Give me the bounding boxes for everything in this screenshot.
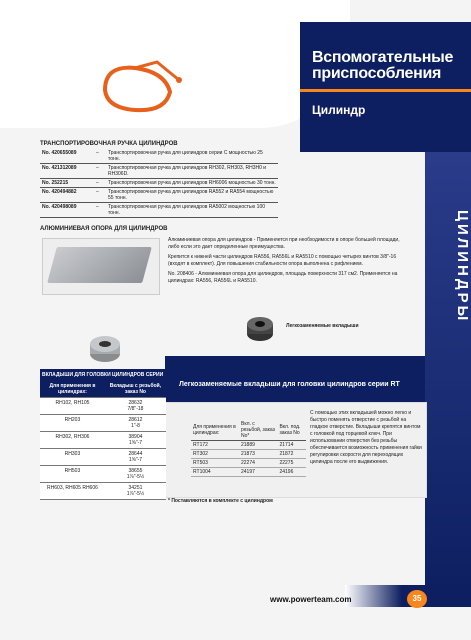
side-tab-label: ЦИЛИНДРЫ [454,210,471,324]
table-row [40,188,278,203]
part-number: 28612 [128,417,143,423]
alu-paragraph-2: Крепится к нижней части цилиндров RA556, RA556L и RA5510 с помощью четырех винтов 3/8"-16 (входят в комплект). Для повышения стабильности опора выполнена с рифлением. [168,254,397,267]
page-title: Вспомогательные приспособления [312,49,454,82]
part-number: No. 420498089 [40,203,94,218]
table-row [40,432,166,449]
column-header: Вкл. под. заказ No [277,420,306,441]
part-number: No. 420494882 [40,188,94,203]
alu-description [168,237,408,288]
table-row [40,449,166,466]
table-row [40,164,278,179]
table-row [40,398,166,415]
table-row [40,483,166,500]
website-url[interactable]: www.powerteam.com [270,595,352,604]
thread-size: 1⅞"-5½ [126,474,145,480]
column-header: Для применения в цилиндрах: [40,381,105,398]
table-row [40,415,166,432]
part-description: Транспортировочная ручка для цилиндров RH6006 мощностью 30 тонн. [106,179,278,188]
threaded-part-number: 21889 [239,441,277,450]
part-cell [105,483,166,500]
part-number: 28632 [128,400,143,406]
table-row [191,441,306,450]
cushion-ring-icon [245,316,275,342]
table-row [191,450,306,459]
part-cell [105,398,166,415]
part-number: 38904 [128,434,143,440]
rt-panel-header [165,356,425,402]
column-header: Вкладыш с резьбой, заказ No [105,381,166,398]
part-number: 38655 [128,468,143,474]
alu-paragraph-3: No. 208406 - Алюминиевая опора для цилиндров, площадь поверхности 317 см2. Применяется на цилиндрах: RA556, RA556L и RA5510. [168,271,398,284]
header-panel [300,22,471,152]
cylinder-model: RH303 [40,449,105,466]
column-header: Для применения в цилиндрах: [191,420,239,441]
alu-section-title: АЛЮМИНИЕВАЯ ОПОРА ДЛЯ ЦИЛИНДРОВ [40,226,168,232]
threaded-part-number: 24197 [239,468,277,477]
column-header: Вкл. с резьбой, заказ No* [239,420,277,441]
part-description: Транспортировочная ручка для цилиндров RH302, RH303, RH3H0 и RH306D. [106,164,278,179]
cylinder-model: RT302 [191,450,239,459]
thread-size: 1⅞"-5½ [126,491,145,497]
thread-size: 1"-8 [130,423,140,429]
part-cell [105,449,166,466]
cylinder-model: RH203 [40,415,105,432]
page-number: 35 [407,590,427,608]
cylinder-model: RT503 [191,459,239,468]
part-description: Транспортировочная ручка для цилиндров RA552 и RA554 мощностью 55 тонн. [106,188,278,203]
cushion-icon-label: Легкозаменяемые вкладыши [286,323,359,329]
table-row [40,466,166,483]
dash: – [94,164,106,179]
part-cell [105,415,166,432]
plain-part-number: 24196 [277,468,306,477]
rt-description: С помощью этих вкладышей можно легко и быстро поменять отверстие с резьбой на гладкое отверстие. Вкладыши крепятся винтом с головкой под торцевой ключ. При использовании отверстия без резьбы обеспечивается возможность применения гайки регулировки скорости для переходящих цилиндра после его выдвижения. [310,410,422,465]
table-row [40,149,278,164]
table-row [40,179,278,188]
part-cell [105,432,166,449]
cylinder-model: RH603, RH605 RH606 [40,483,105,500]
cylinder-model: RH102, RH105 [40,398,105,415]
table-row [191,459,306,468]
threaded-part-number: 21873 [239,450,277,459]
part-description: Транспортировочная ручка для цилиндров RA5002 мощностью 100 тонн. [106,203,278,218]
footnote: * Поставляются в комплекте с цилиндром [168,498,273,504]
cylinder-model: RH503 [40,466,105,483]
table-row [40,203,278,218]
thread-size: 1⅝"-7 [128,440,143,446]
threaded-part-number: 22274 [239,459,277,468]
plain-part-number: 21714 [277,441,306,450]
table-row [191,468,306,477]
rt-insert-table [191,420,306,477]
part-number: 28644 [128,451,143,457]
plain-part-number: 21872 [277,450,306,459]
cylinder-model: RT172 [191,441,239,450]
thread-size: 1⅝"-7 [128,457,143,463]
rh-insert-table [40,381,166,500]
handle-table [40,149,278,218]
header-accent-line [300,89,471,92]
dash: – [94,149,106,164]
cylinder-model: RH302, RH306 [40,432,105,449]
rh-table-title: ВКЛАДЫШИ ДЛЯ ГОЛОВКИ ЦИЛИНДРОВ СЕРИИ [40,369,166,381]
dash: – [94,203,106,218]
dash: – [94,188,106,203]
alu-paragraph-1: Алюминиевая опора для цилиндров - Применяется при необходимости в опоре большей площади, либо если это дает определенные преимущества. [168,237,400,250]
thread-size: 7/8"-18 [127,406,144,412]
table-header-row [40,381,166,398]
table-header-row [191,420,306,441]
part-number: No. 420655089 [40,149,94,164]
cylinder-model: RT1004 [191,468,239,477]
part-cell [105,466,166,483]
handle-section-title: ТРАНСПОРТИРОВОЧНАЯ РУЧКА ЦИЛИНДРОВ [40,141,178,147]
transport-handle-icon [95,60,185,115]
plain-part-number: 22275 [277,459,306,468]
part-number: No. 421312089 [40,164,94,179]
part-description: Транспортировочная ручка для цилиндров серии С мощностью 25 тонн. [106,149,278,164]
threaded-bushing-icon [88,334,122,364]
rt-panel-title: Легкозаменяемые вкладыши для головки цилиндров серии RT [179,381,400,388]
page-subtitle: Цилиндр [312,103,366,117]
part-number: 34251 [128,485,143,491]
dash: – [94,179,106,188]
aluminum-plate-image [47,247,152,283]
part-number: No. 252215 [40,179,94,188]
